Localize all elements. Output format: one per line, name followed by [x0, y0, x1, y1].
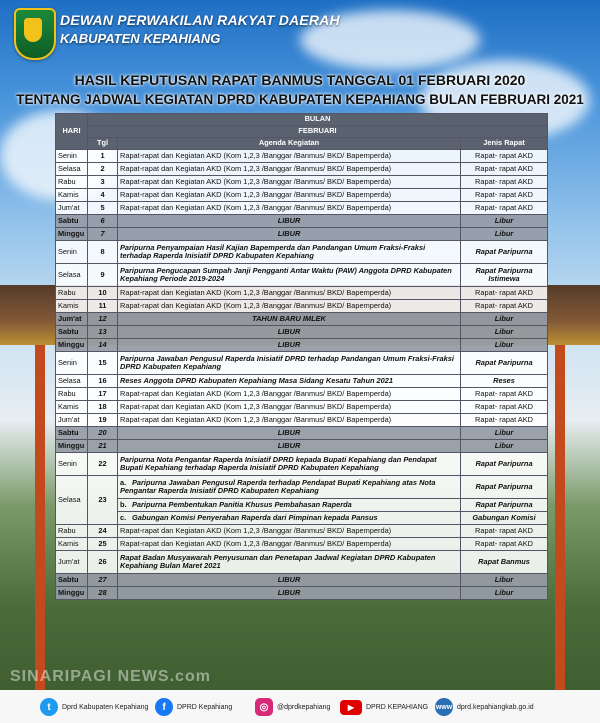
meeting-type-cell: Libur — [461, 440, 548, 453]
meeting-type-cell: Rapat- rapat AKD — [461, 525, 548, 538]
meeting-type-cell: Rapat- rapat AKD — [461, 163, 548, 176]
table-row — [56, 587, 548, 600]
meeting-type-cell: Libur — [461, 574, 548, 587]
date-cell: 28 — [88, 587, 118, 600]
date-cell: 24 — [88, 525, 118, 538]
agenda-cell: LIBUR — [118, 427, 461, 440]
agenda-cell: Rapat-rapat dan Kegiatan AKD (Kom 1,2,3 /Banggar /Banmus/ BKD/ Bapemperda) — [118, 202, 461, 215]
day-cell: Sabtu — [56, 574, 88, 587]
meeting-type-cell: Rapat Paripurna — [461, 476, 548, 499]
day-cell: Rabu — [56, 176, 88, 189]
date-cell: 14 — [88, 339, 118, 352]
day-cell: Jum'at — [56, 313, 88, 326]
agenda-item-text: Gabungan Komisi Penyerahan Raperda dari Pimpinan kepada Pansus — [132, 512, 378, 522]
agenda-cell: Rapat-rapat dan Kegiatan AKD (Kom 1,2,3 /Banggar /Banmus/ BKD/ Bapemperda) — [118, 414, 461, 427]
schedule-table — [55, 113, 548, 600]
table-row — [56, 440, 548, 453]
day-cell: Minggu — [56, 587, 88, 600]
date-cell: 18 — [88, 401, 118, 414]
meeting-type-cell: Rapat Banmus — [461, 551, 548, 574]
agenda-item-text: Paripurna Pembentukan Panitia Khusus Pembahasan Raperda — [132, 499, 352, 509]
watermark: SINARIPAGI NEWS.com — [10, 668, 211, 685]
date-cell: 22 — [88, 453, 118, 476]
agenda-cell: Rapat-rapat dan Kegiatan AKD (Kom 1,2,3 /Banggar /Banmus/ BKD/ Bapemperda) — [118, 150, 461, 163]
meeting-type-cell: Libur — [461, 339, 548, 352]
table-row — [56, 525, 548, 538]
agenda-cell — [118, 499, 461, 512]
footer-twitter[interactable] — [40, 698, 148, 716]
day-cell: Kamis — [56, 538, 88, 551]
meeting-type-cell: Rapat Paripurna — [461, 352, 548, 375]
agenda-item-text: Paripurna Jawaban Pengusul Raperda terhadap Pendapat Bupati Kepahiang atas Nota Pengantar Raperda Inisiatif DPRD Kabupaten Kepahiang — [120, 477, 436, 495]
date-cell: 13 — [88, 326, 118, 339]
date-cell: 10 — [88, 287, 118, 300]
document-title: HASIL KEPUTUSAN RAPAT BANMUS TANGGAL 01 FEBRUARI 2020 — [74, 72, 526, 88]
day-cell: Selasa — [56, 375, 88, 388]
agenda-cell: LIBUR — [118, 440, 461, 453]
table-row — [56, 176, 548, 189]
date-cell: 27 — [88, 574, 118, 587]
col-bulan-header: BULAN — [88, 114, 548, 126]
day-cell: Selasa — [56, 264, 88, 287]
day-cell: Rabu — [56, 525, 88, 538]
footer-youtube[interactable] — [340, 698, 428, 716]
day-cell: Minggu — [56, 228, 88, 241]
meeting-type-cell: Rapat- rapat AKD — [461, 414, 548, 427]
date-cell: 8 — [88, 241, 118, 264]
agenda-cell — [118, 476, 461, 499]
meeting-type-cell: Libur — [461, 587, 548, 600]
document-subtitle: TENTANG JADWAL KEGIATAN DPRD KABUPATEN KEPAHIANG BULAN FEBRUARI 2021 — [16, 92, 584, 107]
footer-facebook[interactable] — [155, 698, 232, 716]
meeting-type-cell: Rapat- rapat AKD — [461, 388, 548, 401]
agenda-cell: LIBUR — [118, 215, 461, 228]
meeting-type-cell: Rapat Paripurna — [461, 499, 548, 512]
table-row — [56, 574, 548, 587]
table-row — [56, 476, 548, 499]
agenda-cell: Rapat-rapat dan Kegiatan AKD (Kom 1,2,3 /Banggar /Banmus/ BKD/ Bapemperda) — [118, 401, 461, 414]
agenda-cell: Paripurna Penyampaian Hasil Kajian Bapemperda dan Pandangan Umum Fraksi-Fraksi terhadap Raperda Inisiatif DPRD Kabupaten Kepahiang — [118, 241, 461, 264]
org-name: DEWAN PERWAKILAN RAKYAT DAERAH — [60, 12, 340, 28]
agenda-cell: LIBUR — [118, 228, 461, 241]
pavilion-pillar — [35, 345, 45, 690]
agenda-cell: LIBUR — [118, 339, 461, 352]
meeting-type-cell: Libur — [461, 313, 548, 326]
table-row — [56, 453, 548, 476]
col-month-header: FEBRUARI — [88, 126, 548, 138]
date-cell: 15 — [88, 352, 118, 375]
meeting-type-cell: Reses — [461, 375, 548, 388]
day-cell: Selasa — [56, 163, 88, 176]
pavilion-pillar — [555, 345, 565, 690]
meeting-type-cell: Rapat- rapat AKD — [461, 189, 548, 202]
agenda-cell: LIBUR — [118, 587, 461, 600]
meeting-type-cell: Libur — [461, 326, 548, 339]
day-cell: Jum'at — [56, 414, 88, 427]
day-cell: Sabtu — [56, 215, 88, 228]
table-row — [56, 401, 548, 414]
agenda-cell: Rapat-rapat dan Kegiatan AKD (Kom 1,2,3 /Banggar /Banmus/ BKD/ Bapemperda) — [118, 163, 461, 176]
col-tgl-header: Tgl — [88, 138, 118, 150]
table-row — [56, 512, 548, 525]
date-cell: 21 — [88, 440, 118, 453]
table-row — [56, 313, 548, 326]
day-cell: Rabu — [56, 388, 88, 401]
org-region: KABUPATEN KEPAHIANG — [60, 31, 221, 46]
agenda-cell: Rapat-rapat dan Kegiatan AKD (Kom 1,2,3 /Banggar /Banmus/ BKD/ Bapemperda) — [118, 189, 461, 202]
agenda-cell: Rapat-rapat dan Kegiatan AKD (Kom 1,2,3 /Banggar /Banmus/ BKD/ Bapemperda) — [118, 176, 461, 189]
date-cell: 17 — [88, 388, 118, 401]
table-row — [56, 414, 548, 427]
twitter-icon: t — [40, 698, 58, 716]
table-row — [56, 375, 548, 388]
youtube-handle: DPRD KEPAHIANG — [366, 703, 429, 711]
table-row — [56, 241, 548, 264]
col-hari-header: HARI — [56, 114, 88, 150]
schedule-body — [56, 150, 548, 600]
table-row — [56, 300, 548, 313]
meeting-type-cell: Libur — [461, 215, 548, 228]
table-row — [56, 427, 548, 440]
meeting-type-cell: Rapat- rapat AKD — [461, 202, 548, 215]
instagram-handle: @dprdkepahiang — [277, 703, 331, 711]
table-row — [56, 228, 548, 241]
facebook-icon: f — [155, 698, 173, 716]
agenda-item-prefix: a. — [120, 477, 127, 487]
agenda-item-prefix: b. — [120, 499, 127, 509]
header — [0, 0, 600, 72]
day-cell: Senin — [56, 150, 88, 163]
date-cell: 12 — [88, 313, 118, 326]
date-cell: 25 — [88, 538, 118, 551]
agenda-cell — [118, 512, 461, 525]
date-cell: 9 — [88, 264, 118, 287]
meeting-type-cell: Rapat- rapat AKD — [461, 176, 548, 189]
day-cell: Kamis — [56, 189, 88, 202]
agenda-cell: Rapat-rapat dan Kegiatan AKD (Kom 1,2,3 /Banggar /Banmus/ BKD/ Bapemperda) — [118, 388, 461, 401]
agenda-cell: TAHUN BARU IMLEK — [118, 313, 461, 326]
day-cell: Senin — [56, 241, 88, 264]
day-cell: Jum'at — [56, 551, 88, 574]
meeting-type-cell: Rapat- rapat AKD — [461, 401, 548, 414]
table-row — [56, 264, 548, 287]
table-row — [56, 150, 548, 163]
agenda-cell: Rapat-rapat dan Kegiatan AKD (Kom 1,2,3 /Banggar /Banmus/ BKD/ Bapemperda) — [118, 538, 461, 551]
agenda-cell: Rapat-rapat dan Kegiatan AKD (Kom 1,2,3 /Banggar /Banmus/ BKD/ Bapemperda) — [118, 287, 461, 300]
date-cell: 23 — [88, 476, 118, 525]
meeting-type-cell: Rapat- rapat AKD — [461, 538, 548, 551]
table-row — [56, 163, 548, 176]
instagram-icon: ◎ — [255, 698, 273, 716]
table-row — [56, 215, 548, 228]
agenda-item-prefix: c. — [120, 512, 127, 522]
agenda-cell: Paripurna Jawaban Pengusul Raperda Inisiatif DPRD terhadap Pandangan Umum Fraksi-Fraksi DPRD Kabupaten Kepahiang — [118, 352, 461, 375]
footer — [0, 690, 600, 723]
col-jenis-header: Jenis Rapat — [461, 138, 548, 150]
agenda-cell: Rapat-rapat dan Kegiatan AKD (Kom 1,2,3 /Banggar /Banmus/ BKD/ Bapemperda) — [118, 525, 461, 538]
table-row — [56, 499, 548, 512]
table-row — [56, 339, 548, 352]
day-cell: Senin — [56, 352, 88, 375]
date-cell: 26 — [88, 551, 118, 574]
date-cell: 2 — [88, 163, 118, 176]
table-row — [56, 287, 548, 300]
table-row — [56, 538, 548, 551]
day-cell: Kamis — [56, 300, 88, 313]
table-row — [56, 189, 548, 202]
meeting-type-cell: Libur — [461, 427, 548, 440]
day-cell: Rabu — [56, 287, 88, 300]
meeting-type-cell: Rapat Paripurna — [461, 241, 548, 264]
col-agenda-header: Agenda Kegiatan — [118, 138, 461, 150]
date-cell: 6 — [88, 215, 118, 228]
meeting-type-cell: Gabungan Komisi — [461, 512, 548, 525]
website-url: dprd.kepahiangkab.go.id — [457, 703, 534, 711]
youtube-icon: ▶ — [340, 700, 362, 715]
date-cell: 16 — [88, 375, 118, 388]
table-row — [56, 326, 548, 339]
date-cell: 3 — [88, 176, 118, 189]
agenda-cell: Paripurna Nota Pengantar Raperda Inisiatif DPRD kepada Bupati Kepahiang dan Pendapat Bupati Kepahiang terhadap Raperda Inisiatif DPRD Kabupaten Kepahiang — [118, 453, 461, 476]
meeting-type-cell: Rapat- rapat AKD — [461, 287, 548, 300]
globe-icon: www — [435, 698, 453, 716]
date-cell: 7 — [88, 228, 118, 241]
date-cell: 4 — [88, 189, 118, 202]
date-cell: 20 — [88, 427, 118, 440]
agenda-cell: LIBUR — [118, 574, 461, 587]
footer-web[interactable] — [435, 698, 534, 716]
meeting-type-cell: Rapat Paripurna — [461, 453, 548, 476]
meeting-type-cell: Libur — [461, 228, 548, 241]
twitter-handle: Dprd Kabupaten Kepahiang — [62, 703, 149, 711]
day-cell: Sabtu — [56, 427, 88, 440]
table-row — [56, 551, 548, 574]
agenda-cell: LIBUR — [118, 326, 461, 339]
day-cell: Minggu — [56, 339, 88, 352]
date-cell: 5 — [88, 202, 118, 215]
kabupaten-logo-icon — [14, 8, 56, 60]
date-cell: 11 — [88, 300, 118, 313]
day-cell: Kamis — [56, 401, 88, 414]
day-cell: Selasa — [56, 476, 88, 525]
table-row — [56, 352, 548, 375]
meeting-type-cell: Rapat- rapat AKD — [461, 150, 548, 163]
date-cell: 1 — [88, 150, 118, 163]
meeting-type-cell: Rapat- rapat AKD — [461, 300, 548, 313]
day-cell: Jum'at — [56, 202, 88, 215]
table-row — [56, 202, 548, 215]
date-cell: 19 — [88, 414, 118, 427]
agenda-cell: Rapat-rapat dan Kegiatan AKD (Kom 1,2,3 /Banggar /Banmus/ BKD/ Bapemperda) — [118, 300, 461, 313]
agenda-cell: Rapat Badan Musyawarah Penyusunan dan Penetapan Jadwal Kegiatan DPRD Kabupaten Kepahiang Bulan Maret 2021 — [118, 551, 461, 574]
agenda-cell: Reses Anggota DPRD Kabupaten Kepahiang Masa Sidang Kesatu Tahun 2021 — [118, 375, 461, 388]
day-cell: Sabtu — [56, 326, 88, 339]
meeting-type-cell: Rapat Paripurna Istimewa — [461, 264, 548, 287]
footer-instagram[interactable] — [255, 698, 330, 716]
facebook-handle: DPRD Kepahiang — [177, 703, 233, 711]
table-row — [56, 388, 548, 401]
day-cell: Senin — [56, 453, 88, 476]
day-cell: Minggu — [56, 440, 88, 453]
agenda-cell: Paripurna Pengucapan Sumpah Janji Pengganti Antar Waktu (PAW) Anggota DPRD Kabupaten Kepahiang Periode 2019-2024 — [118, 264, 461, 287]
